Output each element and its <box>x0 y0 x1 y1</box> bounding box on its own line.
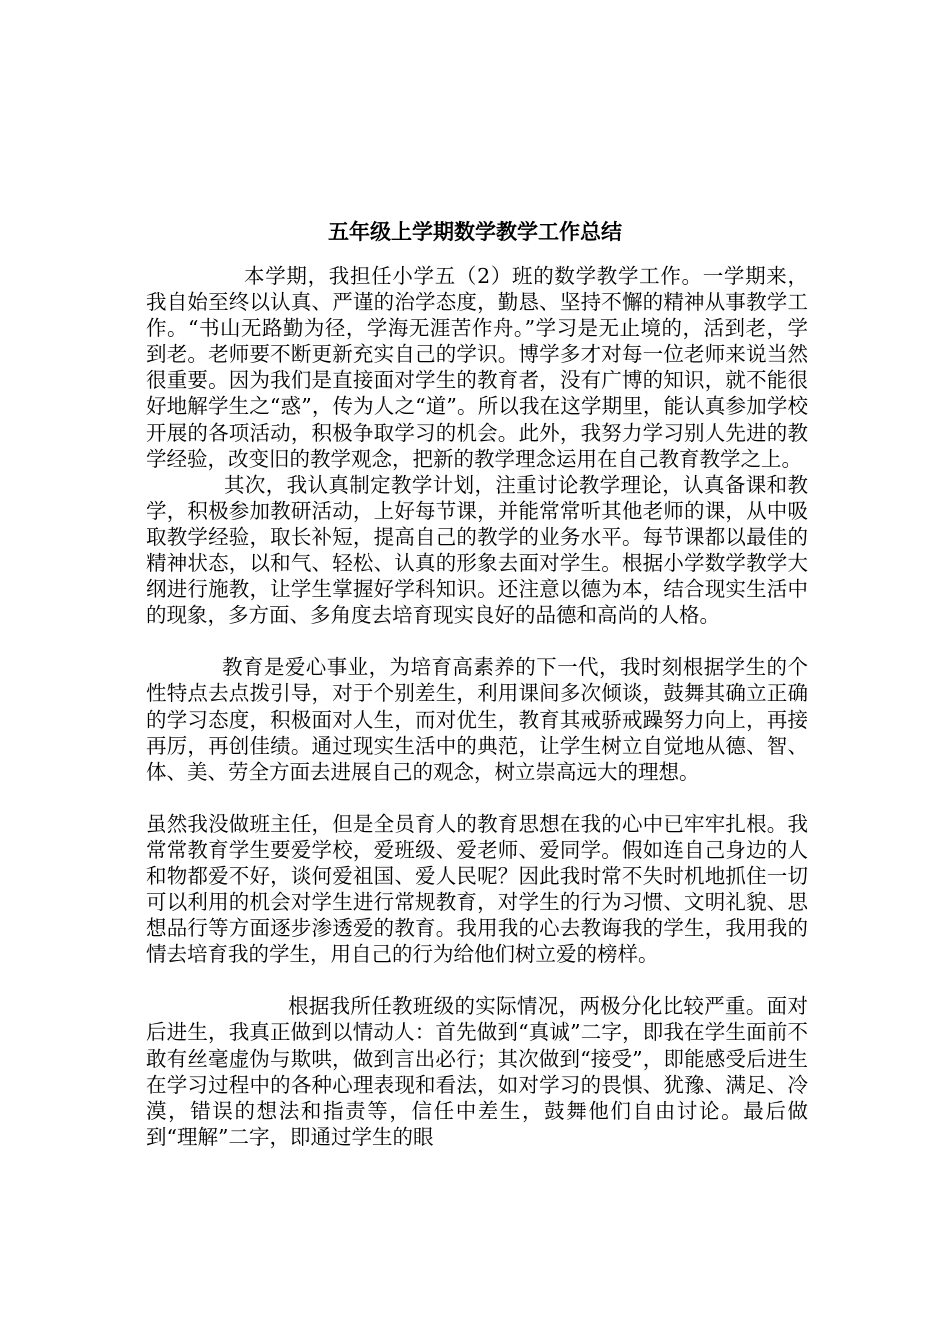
paragraph-spacer <box>146 785 808 811</box>
paragraph-5: 根据我所任教班级的实际情况，两极分化比较严重。面对后进生，我真正做到以情动人：首先做到“真诚”二字，即我在学生面前不敢有丝毫虚伪与欺哄，做到言出必行；其次做到“接受”，即能感受后进生在学习过程中的各种心理表现和看法，如对学习的畏惧、犹豫、满足、冷漠，错误的想法和指责等，信任中差生，鼓舞他们自由讨论。最后做到“理解”二字，即通过学生的眼 <box>146 994 808 1149</box>
paragraph-2: 其次，我认真制定教学计划，注重讨论教学理论，认真备课和教学，积极参加教研活动，上好每节课，并能常常听其他老师的课，从中吸取教学经验，取长补短，提高自己的教学的业务水平。每节课都以最佳的精神状态，以和气、轻松、认真的形象去面对学生。根据小学数学教学大纲进行施教，让学生掌握好学科知识。还注意以德为本，结合现实生活中的现象，多方面、多角度去培育现实良好的品德和高尚的人格。 <box>146 472 808 628</box>
paragraph-spacer <box>146 628 808 654</box>
paragraph-1: 本学期，我担任小学五（2）班的数学教学工作。一学期来，我自始至终以认真、严谨的治学态度，勤恳、坚持不懈的精神从事教学工作。“书山无路勤为径，学海无涯苦作舟。”学习是无止境的，活到老，学到老。老师要不断更新充实自己的学识。博学多才对每一位老师来说当然很重要。因为我们是直接面对学生的教育者，没有广博的知识，就不能很好地解学生之“惑”，传为人之“道”。所以我在这学期里，能认真参加学校开展的各项活动，积极争取学习的机会。此外，我努力学习别人先进的教学经验，改变旧的教学观念，把新的教学理念运用在自己教育教学之上。 <box>146 264 808 471</box>
paragraph-4: 虽然我没做班主任，但是全员育人的教育思想在我的心中已牢牢扎根。我常常教育学生要爱学校，爱班级、爱老师、爱同学。假如连自己身边的人和物都爱不好，谈何爱祖国、爱人民呢？因此我时常不失时机地抓住一切可以利用的机会对学生进行常规教育，对学生的行为习惯、文明礼貌、思想品行等方面逐步渗透爱的教育。我用我的心去教诲我的学生，我用我的情去培育我的学生，用自己的行为给他们树立爱的榜样。 <box>146 811 808 967</box>
document-body <box>146 263 808 1150</box>
paragraph-3: 教育是爱心事业，为培育高素养的下一代，我时刻根据学生的个性特点去点拨引导，对于个别差生，利用课间多次倾谈，鼓舞其确立正确的学习态度，积极面对人生，而对优生，教育其戒骄戒躁努力向上，再接再厉，再创佳绩。通过现实生活中的典范，让学生树立自觉地从德、智、体、美、劳全方面去进展自己的观念，树立崇高远大的理想。 <box>146 655 808 784</box>
document-title: 五年级上学期数学教学工作总结 <box>328 219 622 244</box>
paragraph-spacer <box>146 967 808 993</box>
